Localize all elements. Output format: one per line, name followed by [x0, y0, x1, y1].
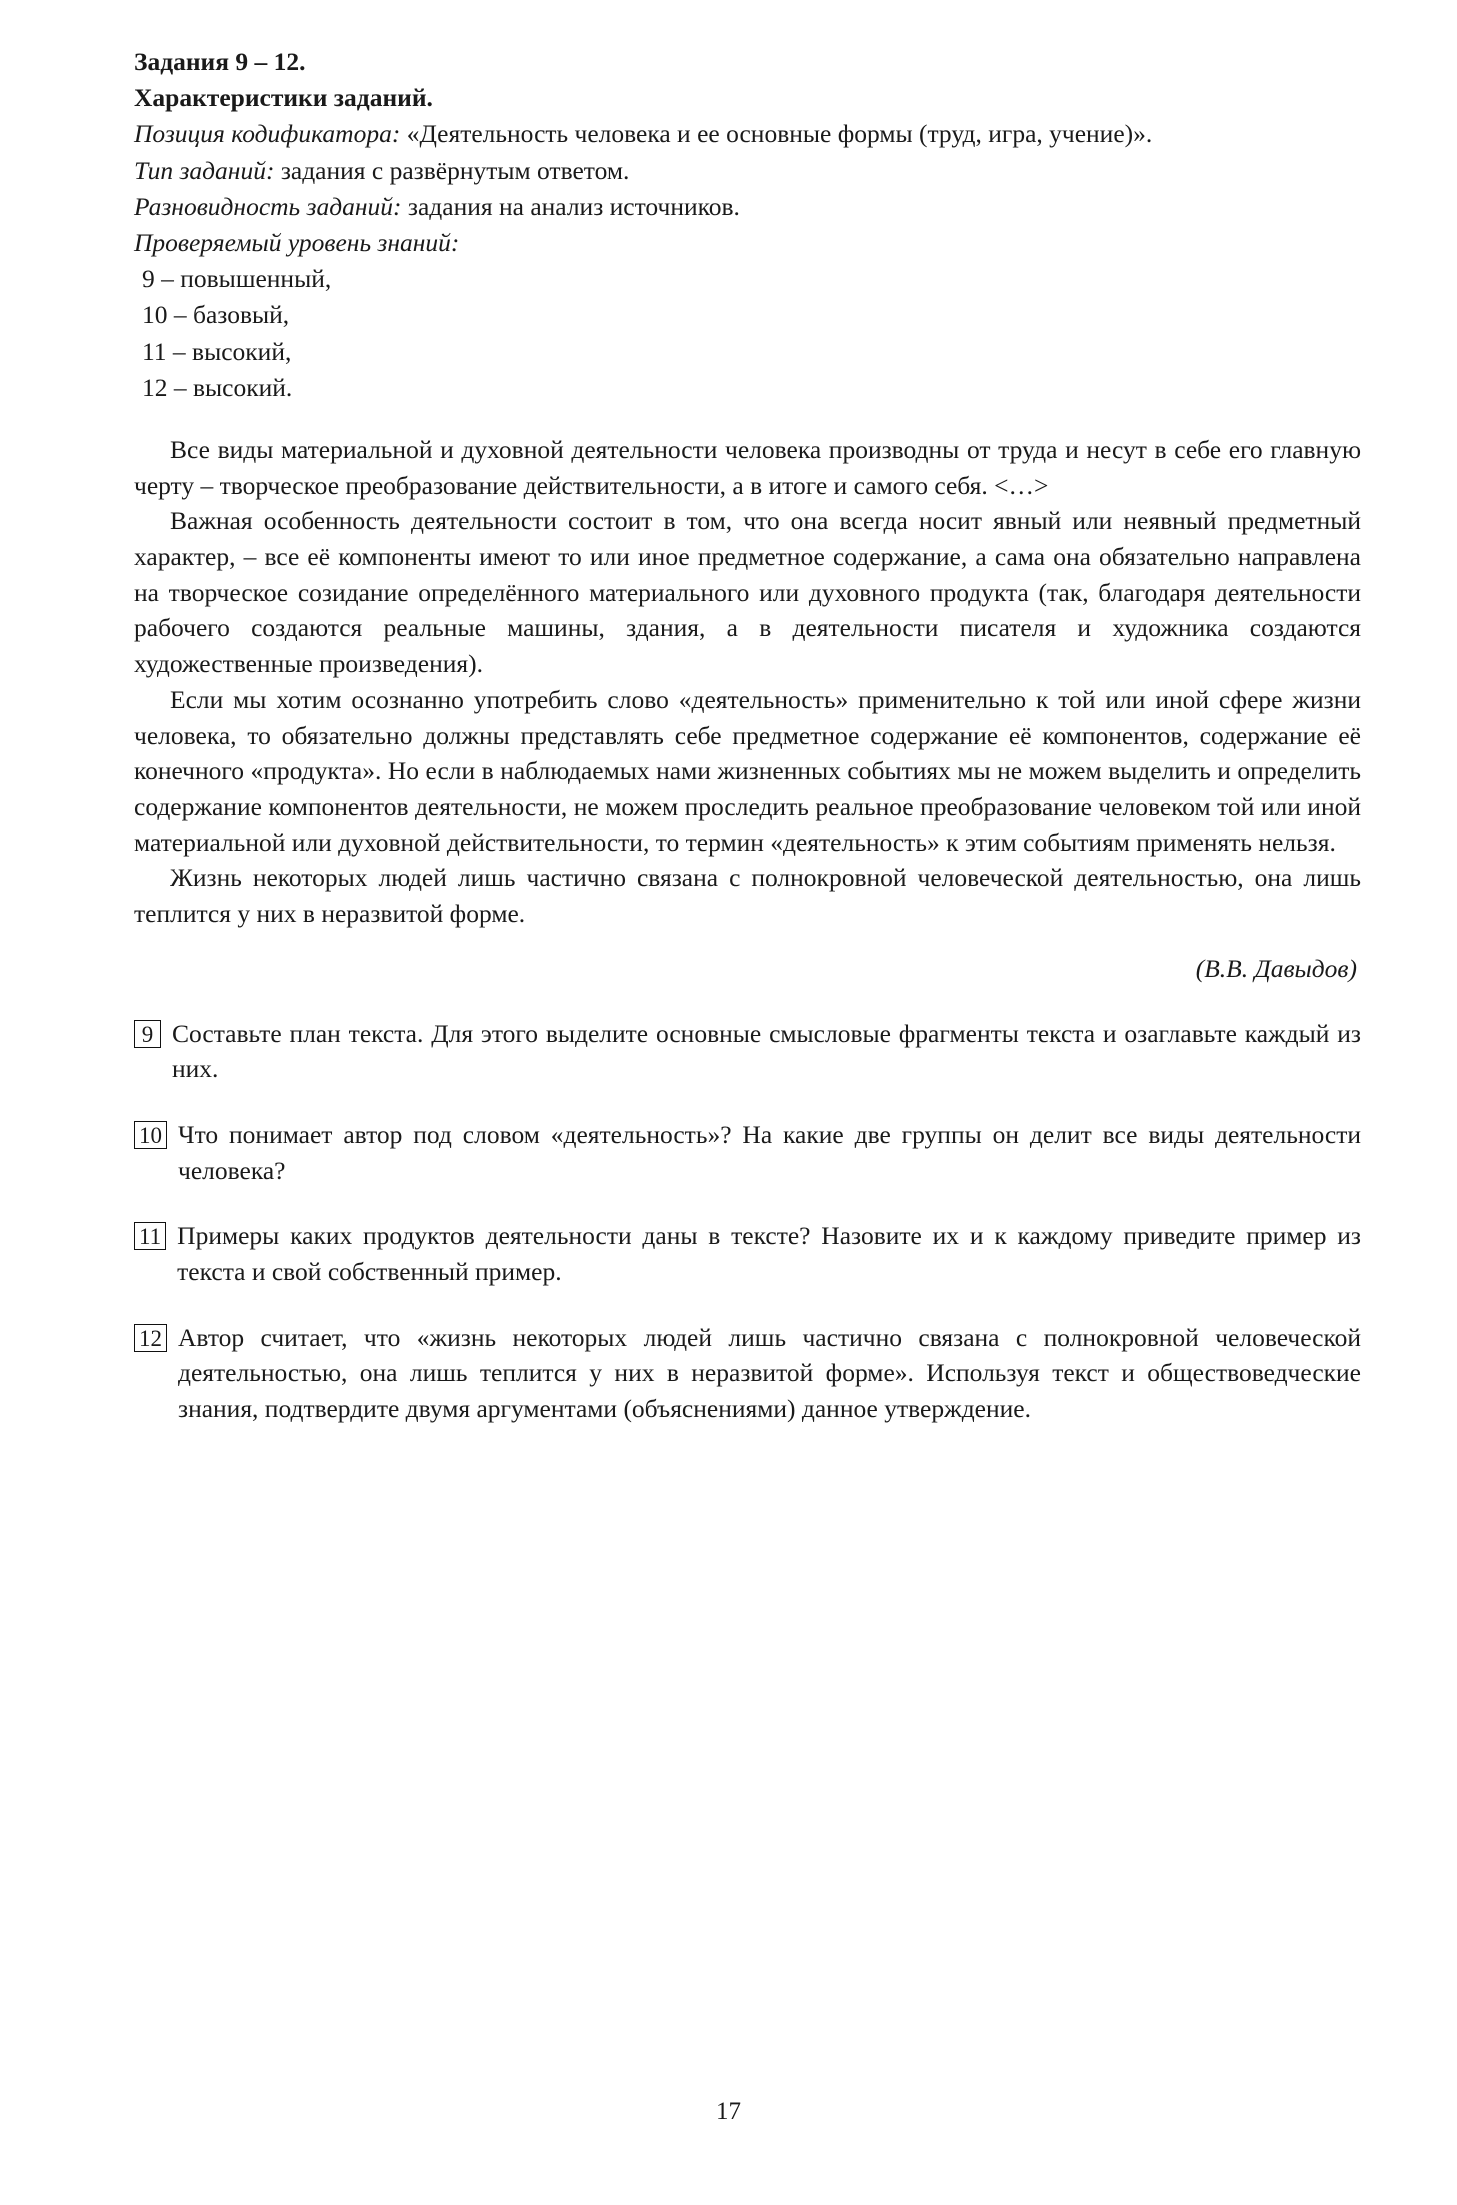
task-text: Примеры каких продуктов деятельности даны в тексте? Назовите их и к каждому приведите пример из текста и свой собственный пример. — [177, 1221, 1361, 1287]
characteristic-value: «Деятельность человека и ее основные формы (труд, игра, учение)». — [400, 119, 1153, 149]
level-item: 12 – высокий. — [142, 372, 293, 402]
task-item — [134, 1320, 1361, 1427]
passage-paragraph: Все виды материальной и духовной деятельности человека производны от труда и несут в себе его главную черту – творческое преобразование действительности, а в итоге и самого себя. <…> — [134, 435, 1361, 500]
task-number: 11 — [134, 1222, 166, 1250]
source-passage — [134, 432, 1361, 932]
characteristic-label: Разновидность заданий: — [134, 191, 402, 221]
passage-paragraph: Если мы хотим осознанно употребить слово «деятельность» применительно к той или иной сфере жизни человека, то обязательно должны представлять себе предметное содержание её компонентов, содержание её конечного «продукта». Но если в наблюдаемых нами жизненных событиях мы не можем выделить и определить содержание компонентов деятельности, не можем проследить реальное преобразование человеком той или иной материальной или духовной действительности, то термин «деятельность» к этим событиям применять нельзя. — [134, 684, 1361, 857]
characteristic-row — [134, 116, 1361, 152]
header-block — [134, 44, 1361, 116]
passage-paragraph: Жизнь некоторых людей лишь частично связана с полнокровной человеческой деятельностью, она лишь теплится у них в неразвитой форме. — [134, 863, 1361, 928]
task-text: Автор считает, что «жизнь некоторых людей лишь частично связана с полнокровной человеческой деятельностью, она лишь теплится у них в неразвитой форме». Используя текст и обществоведческие знания, подтвердите двумя аргументами (объяснениями) данное утверждение. — [178, 1322, 1361, 1424]
level-item: 10 – базовый, — [142, 300, 290, 330]
page-subtitle: Характеристики заданий. — [134, 83, 433, 113]
level-item: 9 – повышенный, — [142, 264, 332, 294]
characteristic-value: задания с развёрнутым ответом. — [274, 155, 630, 185]
task-text: Составьте план текста. Для этого выделите основные смысловые фрагменты текста и озаглавьте каждый из них. — [172, 1018, 1361, 1084]
spacer — [134, 406, 1361, 432]
level-item: 11 – высокий, — [142, 336, 292, 366]
passage-paragraph: Важная особенность деятельности состоит в том, что она всегда носит явный или неявный предметный характер, – все её компоненты имеют то или иное предметное содержание, а сама она обязательно направлена на творческое созидание определённого материального или духовного продукта (так, благодаря деятельности рабочего создаются реальные машины, здания, а в деятельности писателя и художника создаются художественные произведения). — [134, 506, 1361, 679]
characteristic-row — [134, 225, 1361, 261]
page-title: Задания 9 – 12. — [134, 47, 306, 76]
task-number: 10 — [134, 1121, 167, 1149]
characteristic-label: Тип заданий: — [134, 155, 275, 185]
page-number: 17 — [716, 2098, 741, 2125]
tasks-list — [134, 1016, 1361, 1427]
characteristic-row — [134, 153, 1361, 189]
characteristic-label: Проверяемый уровень знаний: — [134, 228, 460, 258]
task-text: Что понимает автор под словом «деятельность»? На какие две группы он делит все виды деятельности человека? — [178, 1120, 1361, 1185]
task-item — [134, 1016, 1361, 1087]
levels-list — [134, 261, 1361, 406]
task-item — [134, 1218, 1361, 1289]
source-attribution: (В.В. Давыдов) — [1195, 953, 1357, 983]
task-number: 9 — [134, 1020, 161, 1048]
characteristics-list — [134, 116, 1361, 261]
task-number: 12 — [134, 1324, 167, 1352]
task-item — [134, 1117, 1361, 1188]
characteristic-row — [134, 189, 1361, 225]
characteristic-label: Позиция кодификатора: — [134, 119, 401, 149]
characteristic-value: задания на анализ источников. — [401, 191, 740, 221]
